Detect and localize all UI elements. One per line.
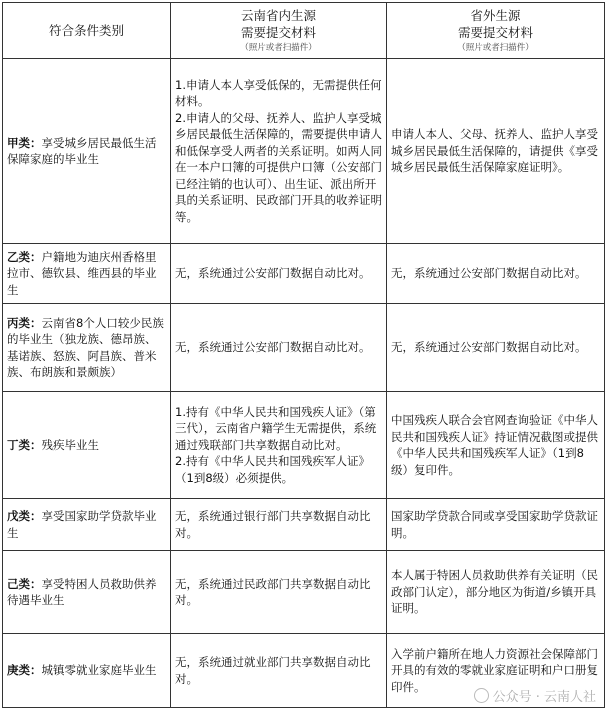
out-province-cell: 申请人本人、父母、抚养人、监护人享受城乡居民最低生活保障的，请提供《享受城乡居民最低生活保障家庭证明》。 <box>387 59 605 244</box>
category-cell: 乙类：户籍地为迪庆州香格里拉市、德钦县、维西县的毕业生 <box>3 244 171 304</box>
header-row <box>3 3 605 59</box>
in-province-cell: 无，系统通过公安部门数据自动比对。 <box>171 244 387 304</box>
eligibility-materials-table <box>2 2 605 708</box>
in-province-cell: 无，系统通过公安部门数据自动比对。 <box>171 304 387 392</box>
category-cell: 甲类：享受城乡居民最低生活保障家庭的毕业生 <box>3 59 171 244</box>
out-province-cell: 无，系统通过公安部门数据自动比对。 <box>387 304 605 392</box>
header-in-province-line2: 需要提交材料 <box>240 25 316 40</box>
out-province-cell: 无，系统通过公安部门数据自动比对。 <box>387 244 605 304</box>
in-province-cell: 1.持有《中华人民共和国残疾人证》（第三代），云南省户籍学生无需提供，系统通过残联部门共享数据自动比对。 2.持有《中华人民共和国残疾军人证》（1到8级）必须提供。 <box>171 392 387 499</box>
header-in-province <box>171 3 387 59</box>
out-province-cell: 国家助学贷款合同或享受国家助学贷款证明。 <box>387 499 605 551</box>
in-province-cell: 无，系统通过就业部门共享数据自动比对。 <box>171 634 387 708</box>
category-cell: 戊类：享受国家助学贷款毕业生 <box>3 499 171 551</box>
header-out-province <box>387 3 605 59</box>
header-in-province-line1: 云南省内生源 <box>240 8 316 23</box>
table-row <box>3 551 605 634</box>
category-cell: 庚类：城镇零就业家庭毕业生 <box>3 634 171 708</box>
in-province-cell: 无，系统通过民政部门共享数据自动比对。 <box>171 551 387 634</box>
table-row <box>3 244 605 304</box>
in-province-cell: 1.申请人本人享受低保的，无需提供任何材料。 2.申请人的父母、抚养人、监护人享受城乡居民最低生活保障的，需要提供申请人和低保享受人两者的关系证明。如两人同在一本户口簿的可提供户口簿（公安部门已经注销的也认可）、出生证、派出所开具的关系证明、民政部门开具的收养证明等。 <box>171 59 387 244</box>
wechat-official-account-icon <box>474 688 489 703</box>
watermark-text: 公众号 · 云南人社 <box>492 690 596 705</box>
watermark <box>474 686 596 705</box>
out-province-cell: 中国残疾人联合会官网查询验证《中华人民共和国残疾人证》持证情况截图或提供《中华人民共和国残疾军人证》（1到8级）复印件。 <box>387 392 605 499</box>
category-cell: 己类：享受特困人员救助供养待遇毕业生 <box>3 551 171 634</box>
header-in-province-note: （照片或者扫描件） <box>240 43 317 53</box>
table-row <box>3 499 605 551</box>
in-province-cell: 无，系统通过银行部门共享数据自动比对。 <box>171 499 387 551</box>
category-cell: 丙类：云南省8个人口较少民族的毕业生（独龙族、德昂族、基诺族、怒族、阿昌族、普米族、布朗族和景颇族） <box>3 304 171 392</box>
table-row <box>3 59 605 244</box>
header-out-province-line1: 省外生源 <box>470 8 521 23</box>
out-province-cell: 本人属于特困人员救助供养有关证明（民政部门认定），部分地区为街道/乡镇开具证明。 <box>387 551 605 634</box>
table-row <box>3 392 605 499</box>
category-cell: 丁类：残疾毕业生 <box>3 392 171 499</box>
header-out-province-note: （照片或者扫描件） <box>457 43 534 53</box>
out-province-cell: 入学前户籍所在地人力资源社会保障部门开具的有效的零就业家庭证明和户口册复印件。 <box>387 634 605 708</box>
header-category: 符合条件类别 <box>3 3 171 59</box>
header-out-province-line2: 需要提交材料 <box>457 25 533 40</box>
table-row <box>3 304 605 392</box>
